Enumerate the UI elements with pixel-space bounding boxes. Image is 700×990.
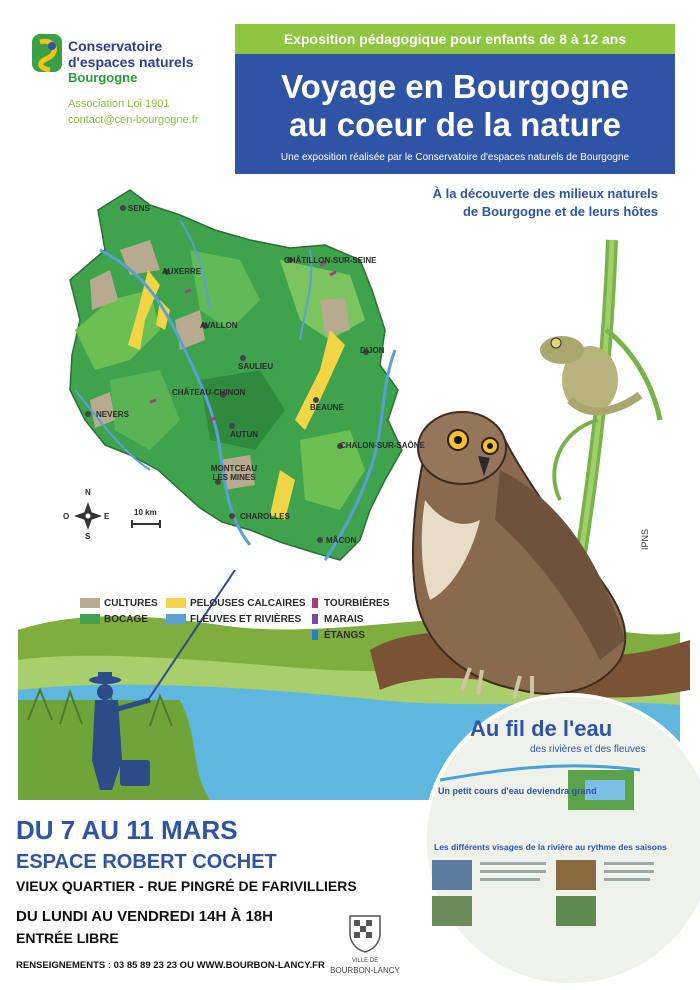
org-region: Bourgogne: [68, 70, 138, 85]
legend-tourbieres: TOURBIÈRES: [324, 598, 390, 609]
town-crest-icon: [330, 910, 400, 956]
city-nevers: NEVERS: [96, 410, 129, 419]
event-info[interactable]: RENSEIGNEMENTS : 03 85 89 23 23 OU WWW.BOURBON-LANCY.FR: [16, 960, 325, 971]
city-chateau-chinon: CHÂTEAU-CHINON: [172, 388, 246, 397]
event-address: VIEUX QUARTIER - RUE PINGRÉ DE FARIVILLIERS: [16, 878, 357, 894]
legend-swatch-tourbieres: [312, 598, 318, 608]
title-line2: au coeur de la nature: [289, 106, 621, 143]
scale-bar: [132, 520, 160, 528]
legend-bocage: BOCAGE: [104, 614, 148, 625]
town-label2: BOURBON-LANCY: [330, 966, 400, 975]
legend-swatch-marais: [312, 614, 318, 624]
bourgogne-map: [70, 190, 402, 560]
legend-cultures: CULTURES: [104, 598, 158, 609]
legend-swatch-cultures: [80, 598, 100, 608]
city-macon: MÂCON: [326, 536, 357, 545]
compass-rose: [74, 502, 102, 530]
scale-label: 10 km: [134, 508, 157, 517]
event-hours: DU LUNDI AU VENDREDI 14H À 18H: [16, 908, 273, 925]
panel-title: Au fil de l'eau: [470, 716, 613, 741]
compass-n: N: [85, 488, 91, 497]
org-name-line2: d'espaces naturels: [68, 54, 194, 70]
compass-s: S: [85, 532, 91, 541]
legend-pelouses: PELOUSES CALCAIRES: [190, 598, 306, 609]
contact-email[interactable]: contact@cen-bourgogne.fr: [68, 114, 199, 126]
legend-marais: MARAIS: [324, 614, 364, 625]
legend-swatch-fleuves: [166, 614, 186, 624]
event-entry: ENTRÉE LIBRE: [16, 930, 119, 946]
discover-line2: de Bourgogne et de leurs hôtes: [462, 204, 658, 219]
compass-e: E: [104, 512, 110, 521]
panel-heading2: Les différents visages de la rivière au rythme des saisons: [434, 842, 667, 852]
panel-subtitle: des rivières et des fleuves: [530, 744, 646, 755]
city-autun: AUTUN: [230, 430, 258, 439]
event-dates: DU 7 AU 11 MARS: [16, 815, 238, 845]
town-label1: VILLE DE: [351, 958, 379, 964]
city-montceau: MONTCEAU LES MINES: [210, 464, 258, 482]
legend-etangs: ÉTANGS: [324, 630, 365, 641]
event-venue: ESPACE ROBERT COCHET: [16, 851, 277, 873]
panel-heading1: Un petit cours d'eau deviendra grand: [438, 786, 597, 796]
legend-swatch-pelouses: [166, 598, 186, 608]
city-beaune: BEAUNE: [310, 403, 344, 412]
compass-o: O: [63, 512, 70, 521]
city-dijon: DIJON: [360, 346, 385, 355]
legend-swatch-bocage: [80, 614, 100, 624]
ipns-credit: IPNS: [640, 528, 650, 550]
city-saulieu: SAULIEU: [238, 362, 274, 371]
city-avallon: AVALLON: [200, 321, 238, 330]
association-label: Association Loi 1901: [68, 98, 170, 110]
legend-swatch-etangs: [312, 630, 318, 640]
title-line1: Voyage en Bourgogne: [281, 68, 629, 105]
city-chalon: CHALON-SUR-SAÔNE: [340, 441, 425, 450]
city-charolles: CHAROLLES: [240, 512, 290, 521]
frog-on-reed: [540, 240, 660, 560]
discover-line1: À la découverte des milieux naturels: [432, 186, 658, 201]
audience-tagline: Exposition pédagogique pour enfants de 8 à 12 ans: [235, 24, 675, 54]
city-auxerre: AUXERRE: [162, 267, 202, 276]
legend-fleuves: FLEUVES ET RIVIÈRES: [190, 614, 302, 625]
org-name-line1: Conservatoire: [68, 38, 163, 54]
city-chatillon: CHÂTILLON-SUR-SEINE: [284, 256, 377, 265]
city-sens: SENS: [128, 204, 150, 213]
town-logo: [330, 910, 400, 980]
exhibition-subtitle: Une exposition réalisée par le Conservatoire d'espaces naturels de Bourgogne: [280, 152, 630, 163]
